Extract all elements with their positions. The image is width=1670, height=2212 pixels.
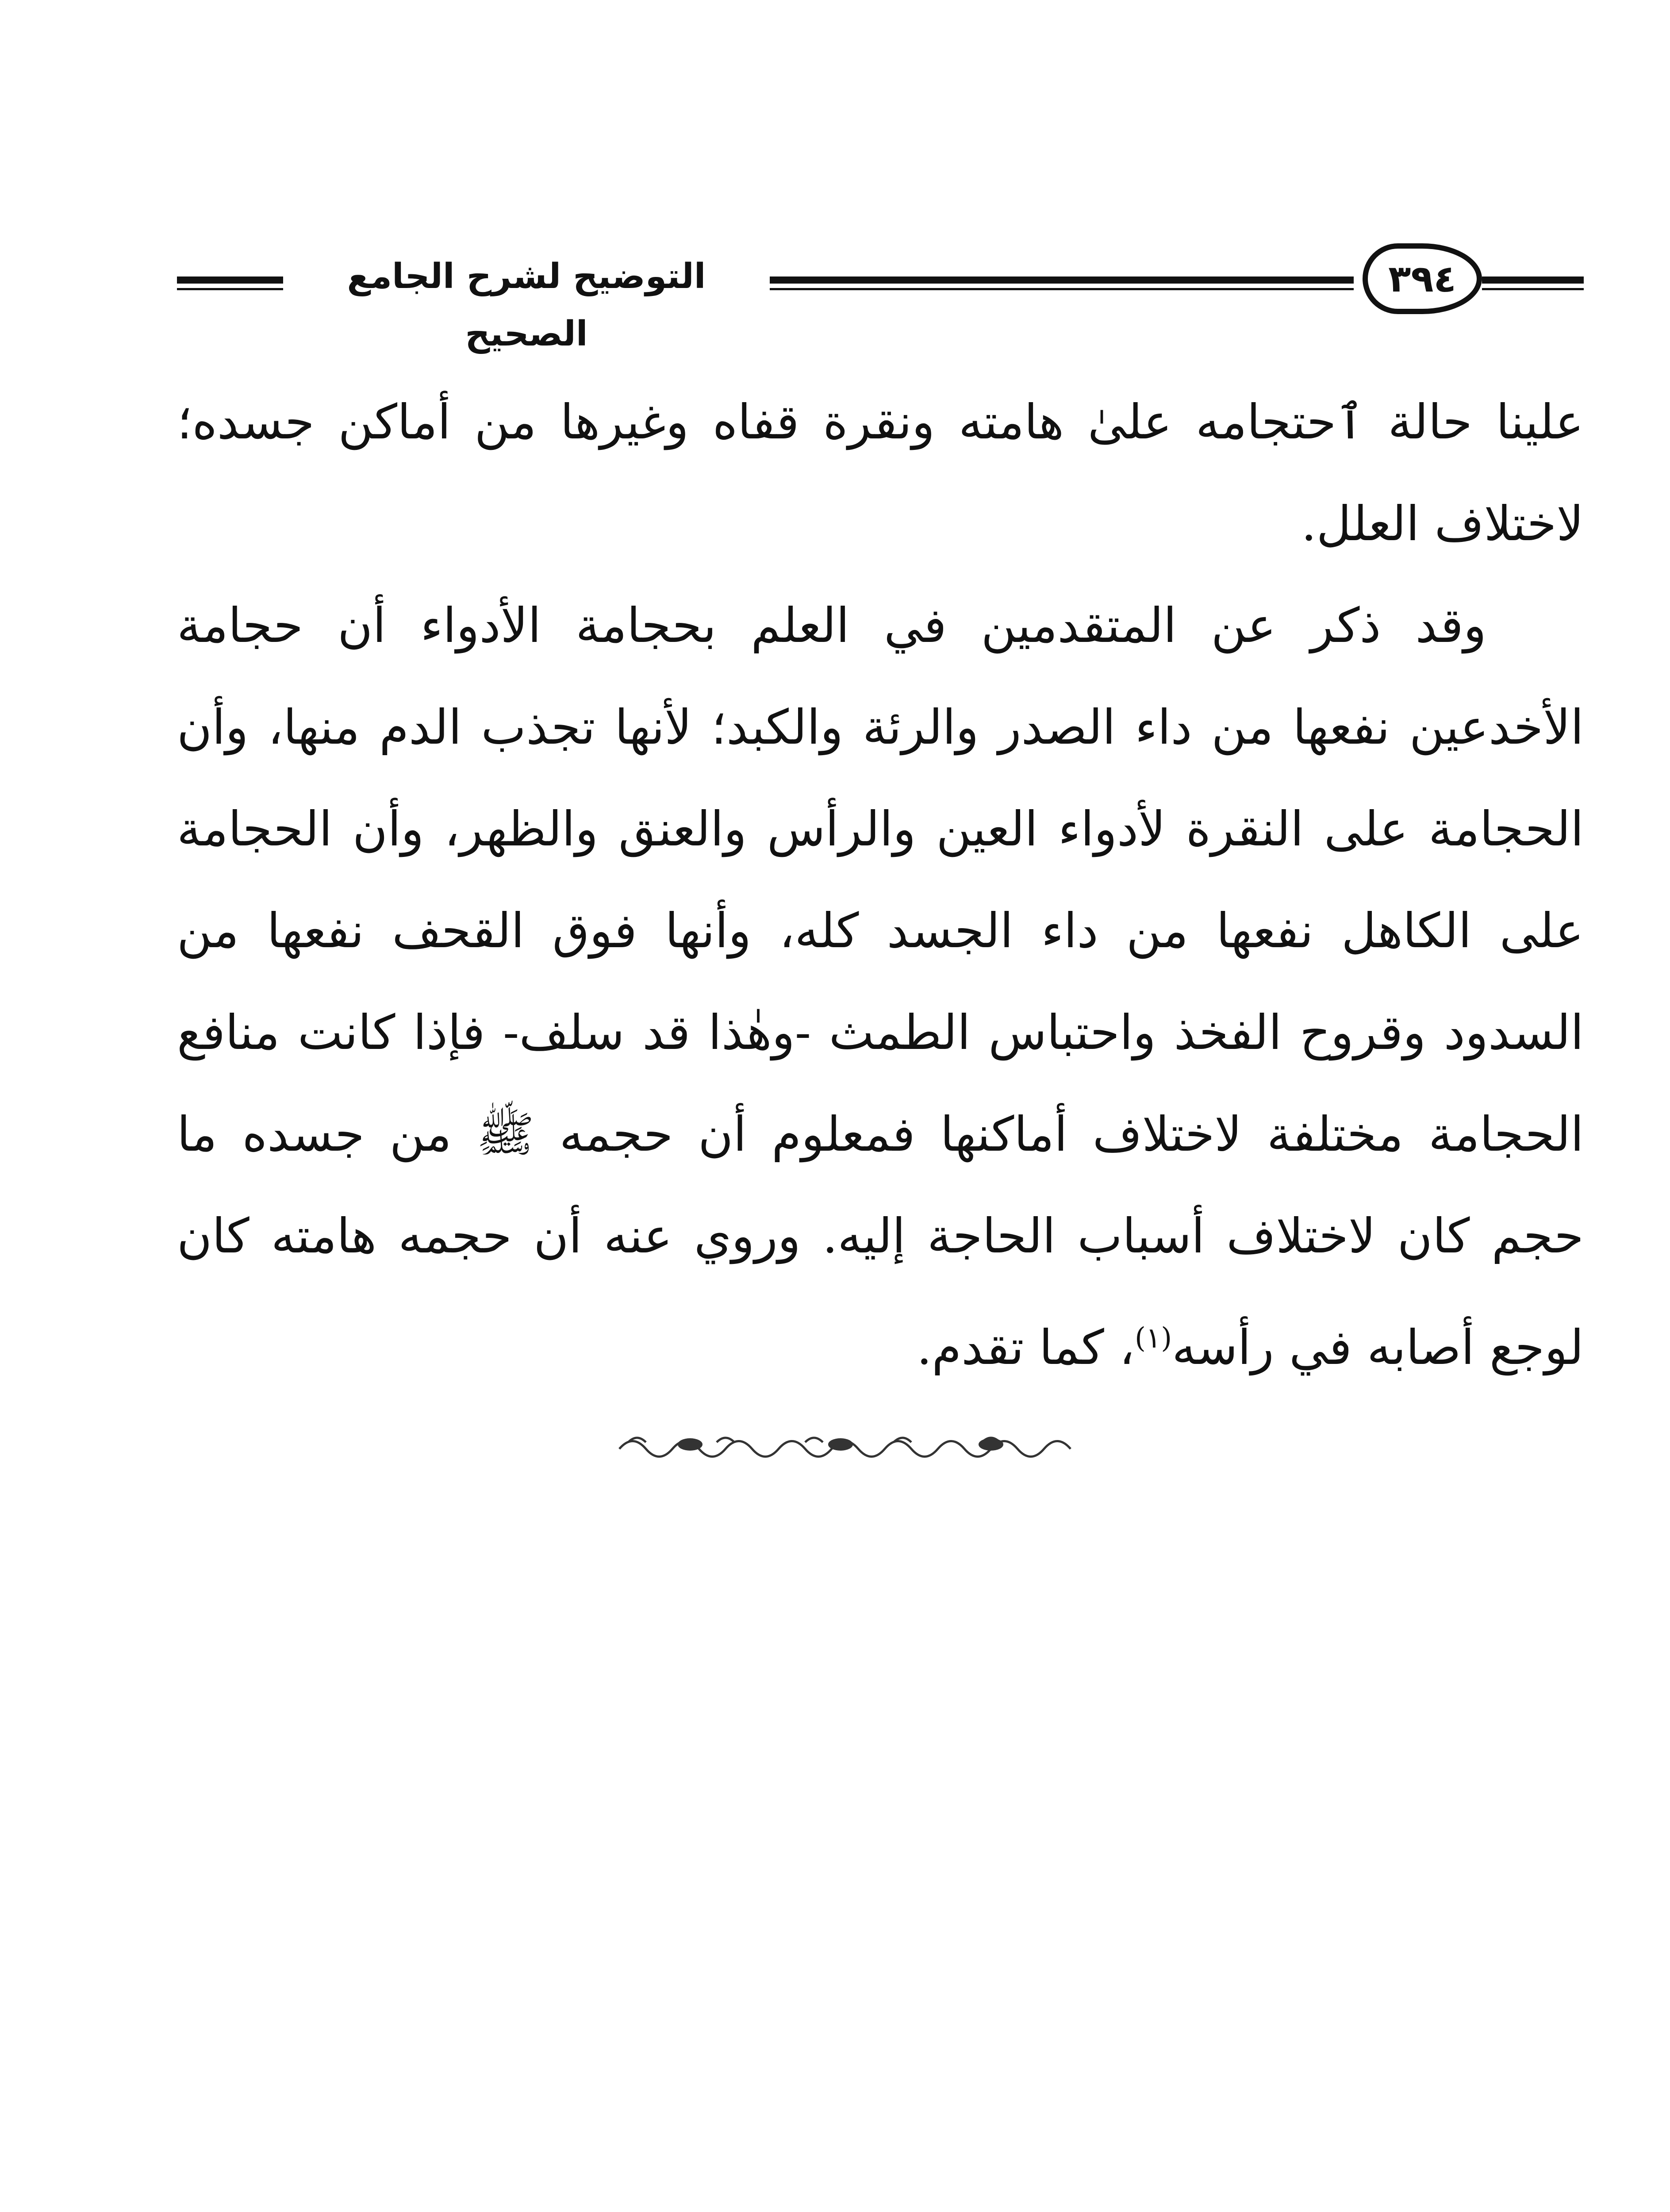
paragraph-2-tail: ، كما تقدم.	[917, 1320, 1135, 1375]
header-rule-left	[177, 276, 283, 290]
footnote-reference: (١)	[1134, 1322, 1172, 1355]
running-title: التوضيح لشرح الجامع الصحيح	[347, 257, 706, 354]
paragraph-2	[177, 575, 1584, 1399]
paragraph-2-end: رأسه	[1172, 1320, 1274, 1375]
paragraph-2-text: وقد ذكر عن المتقدمين في العلم بحجامة الأدواء أن حجامة الأخدعين نفعها من داء الصدر والرئة والكبد؛ لأنها تجذب الدم منها، وأن الحجامة على النقرة لأدواء العين والرأس والعنق والظهر، وأن الحجامة على الكاهل نفعها من داء الجسد كله، وأنها فوق القحف نفعها من السدود وقروح الفخذ واحتباس الطمث -وهٰذا قد سلف- فإذا كانت منافع الحجامة مختلفة لاختلاف أماكنها فمعلوم أن حجمه ﷺ من جسده ما حجم كان لاختلاف أسباب الحاجة إليه. وروي عنه أن حجمه هامته كان لوجع أصابه في	[177, 598, 1584, 1375]
ornament-divider-icon	[610, 1429, 1079, 1460]
page-header	[177, 257, 1584, 354]
paragraph-1: علينا حالة ٱحتجامه علىٰ هامته ونقرة قفاه وغيرها من أماكن جسده؛ لاختلاف العلل.	[177, 395, 1584, 552]
header-rule-middle	[770, 276, 1354, 290]
header-rule-right	[1482, 276, 1584, 290]
page-number-badge: ٣٩٤	[1363, 243, 1482, 314]
main-text	[177, 372, 1584, 1399]
